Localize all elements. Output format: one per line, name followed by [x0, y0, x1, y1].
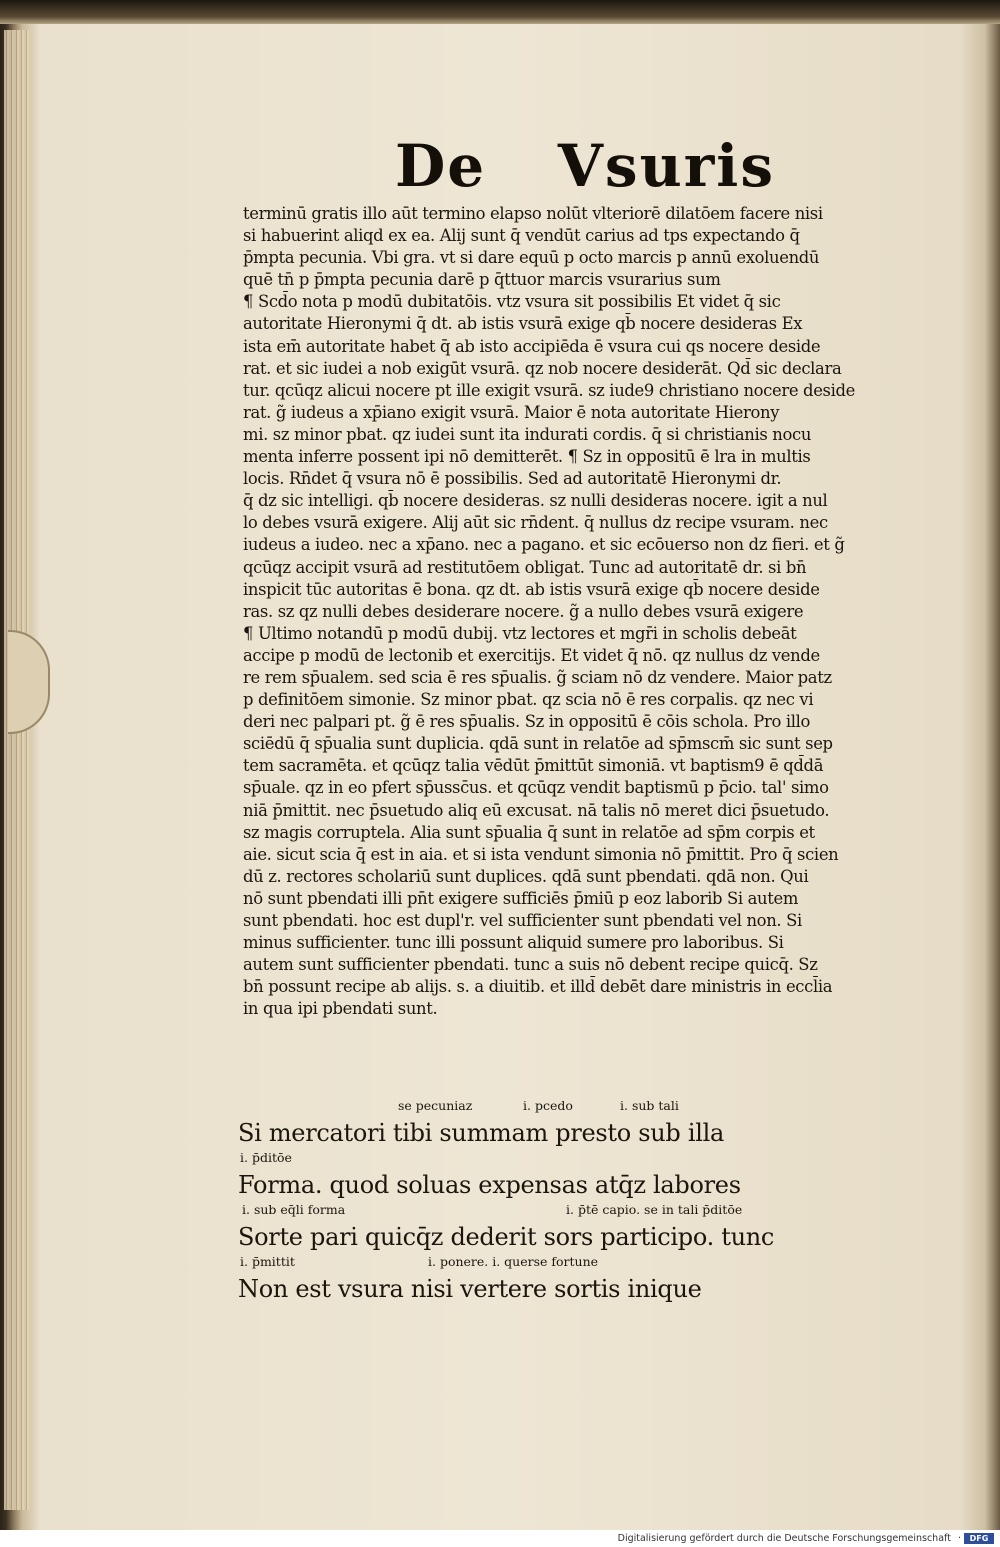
running-heading — [395, 130, 775, 200]
text-line: aie. sicut scia q̄ est in aia. et si ista vendunt simonia nō p̄mittit. Pro q̄ scien — [243, 844, 839, 864]
text-line: ¶ Scd̄o nota p modū dubitatōis. vtz vsura sit possibilis Et videt q̄ sic — [243, 292, 781, 312]
gloss-word: i. p̄ditōe — [240, 1150, 292, 1165]
gloss-word: se pecuniaz — [398, 1098, 473, 1113]
text-line: re rem sp̄ualem. sed scia ē res sp̄ualis. g̃ sciam nō dz vendere. Maior patz — [243, 667, 832, 687]
text-line: p̄mpta pecunia. Vbi gra. vt si dare equū p octo marcis p annū exoluendū — [243, 248, 820, 268]
footer-separator: · — [954, 1533, 964, 1544]
text-line: si habuerint aliqd ex ea. Alij sunt q̄ vendūt carius ad tps expectando q̄ — [243, 226, 800, 246]
heading-left: De — [395, 132, 487, 200]
text-line: inspicit tūc autoritas ē bona. qz dt. ab istis vsurā exige qb̄ nocere deside — [243, 579, 820, 599]
text-line: mi. sz minor pbat. qz iudei sunt ita indurati cordis. q̄ si christianis nocu — [243, 424, 812, 444]
gloss-word: i. p̄tē capio. se in tali p̄ditōe — [566, 1202, 743, 1217]
dfg-logo-icon: DFG — [964, 1533, 994, 1544]
text-line: lo debes vsurā exigere. Alij aūt sic rn̄dent. q̄ nullus dz recipe vsuram. nec — [243, 513, 828, 533]
text-line: ras. sz qz nulli debes desiderare nocere. g̃ a nullo debes vsurā exigere — [243, 601, 804, 621]
text-line: autem sunt sufficienter pbendati. tunc a suis nō debent recipe quicq̄. Sz — [243, 955, 818, 975]
text-line: qcūqz accipit vsurā ad restitutōem obligat. Tunc ad autoritatē dr. si bn̄ — [243, 557, 807, 577]
body-text — [243, 203, 943, 1020]
text-line: sciēdū q̄ sp̄ualia sunt duplicia. qdā sunt in relatōe ad sp̄mscm̄ sic sunt sep — [243, 734, 833, 754]
top-shadow — [0, 0, 1000, 24]
text-line: sp̄uale. qz in eo pfert sp̄ussc̄us. et qcūqz vendit baptismū p p̄cio. tal' simo — [243, 778, 829, 798]
verse-line: Si mercatori tibi summam presto sub illa — [238, 1119, 724, 1147]
heading-right: Vsuris — [557, 132, 775, 200]
text-line: niā p̄mittit. nec p̄suetudo aliq eū excusat. nā talis nō meret dici p̄suetudo. — [243, 800, 830, 820]
text-line: p definitōem simonie. Sz minor pbat. qz scia nō ē res corpalis. qz nec vi — [243, 690, 814, 710]
text-line: dū z. rectores scholariū sunt duplices. qdā sunt pbendati. qdā non. Qui — [243, 866, 809, 886]
text-line: sunt pbendati. hoc est dupl'r. vel sufficienter sunt pbendati vel non. Si — [243, 911, 802, 930]
text-line: menta inferre possent ipi nō demitterēt. ¶ Sz in oppositū ē lra in multis — [243, 447, 811, 467]
text-line: rat. et sic iudei a nob exigūt vsurā. qz nob nocere desiderāt. Qd̄ sic declara — [243, 358, 842, 378]
gloss-word: i. p̄mittit — [240, 1254, 295, 1269]
verse-line: Forma. quod soluas expensas atq̄z labores — [238, 1171, 741, 1199]
gloss-word: i. ponere. i. querse fortune — [428, 1254, 599, 1269]
page-edges — [4, 30, 30, 1510]
text-line: tur. qcūqz alicui nocere pt ille exigit vsurā. sz iude9 christiano nocere deside — [243, 380, 855, 400]
interlinear-gloss — [238, 1254, 938, 1272]
text-line: tem sacramēta. et qcūqz talia vēdūt p̄mittūt simoniā. vt baptism9 ē qd̄dā — [243, 756, 824, 776]
text-line: accipe p modū de lectonib et exercitijs. Et videt q̄ nō. qz nullus dz vende — [243, 645, 820, 665]
text-line: ista em̄ autoritate habet q̄ ab isto accipiēda ē vsura cui qs nocere deside — [243, 336, 821, 356]
footer-bar — [0, 1530, 1000, 1547]
text-line: bn̄ possunt recipe ab alijs. s. a diuitib. et illd̄ debēt dare ministris in eccl̄ia — [243, 977, 833, 997]
verse-block — [238, 1098, 938, 1306]
text-line: nō sunt pbendati illi pn̄t exigere sufficiēs p̄miū p eoz laborib Si autem — [243, 888, 799, 908]
text-line: quē tn̄ p p̄mpta pecunia darē p q̄ttuor marcis vsurarius sum — [243, 270, 721, 290]
text-line: iudeus a iudeo. nec a xp̄ano. nec a pagano. et sic ecōuerso non dz fieri. et g̃ — [243, 535, 845, 555]
text-line: autoritate Hieronymi q̄ dt. ab istis vsurā exige qb̄ nocere desideras Ex — [243, 314, 803, 334]
interlinear-gloss — [238, 1098, 938, 1116]
text-line: locis. Rn̄det q̄ vsura nō ē possibilis. Sed ad autoritatē Hieronymi dr. — [243, 469, 782, 489]
text-line: in qua ipi pbendati sunt. — [243, 999, 438, 1019]
text-line: terminū gratis illo aūt termino elapso nolūt vlteriorē dilatōem facere nisi — [243, 204, 823, 223]
verse-line: Sorte pari quicq̄z dederit sors participo. tunc — [238, 1223, 775, 1251]
verse-line: Non est vsura nisi vertere sortis inique — [238, 1275, 702, 1303]
interlinear-gloss — [238, 1150, 938, 1168]
text-line: sz magis corruptela. Alia sunt sp̄ualia q̄ sunt in relatōe ad sp̄m corpis et — [243, 822, 815, 842]
text-line: minus sufficienter. tunc illi possunt aliquid sumere pro laboribus. Si — [243, 933, 784, 953]
interlinear-gloss — [238, 1202, 938, 1220]
text-line: q̄ dz sic intelligi. qb̄ nocere desideras. sz nulli desideras nocere. igit a nul — [243, 491, 828, 511]
text-line: deri nec palpari pt. g̃ ē res sp̄ualis. Sz in oppositū ē cōis schola. Pro illo — [243, 712, 811, 732]
gloss-word: i. sub eq̄li forma — [242, 1202, 346, 1217]
text-line: ¶ Ultimo notandū p modū dubij. vtz lectores et mgr̄i in scholis debeāt — [243, 623, 797, 643]
footer-credit: Digitalisierung gefördert durch die Deutsche Forschungsgemeinschaft — [617, 1533, 951, 1544]
gloss-word: i. sub tali — [620, 1098, 679, 1113]
gloss-word: i. pcedo — [523, 1098, 573, 1113]
text-line: rat. g̃ iudeus a xp̄iano exigit vsurā. Maior ē nota autoritate Hierony — [243, 402, 780, 422]
